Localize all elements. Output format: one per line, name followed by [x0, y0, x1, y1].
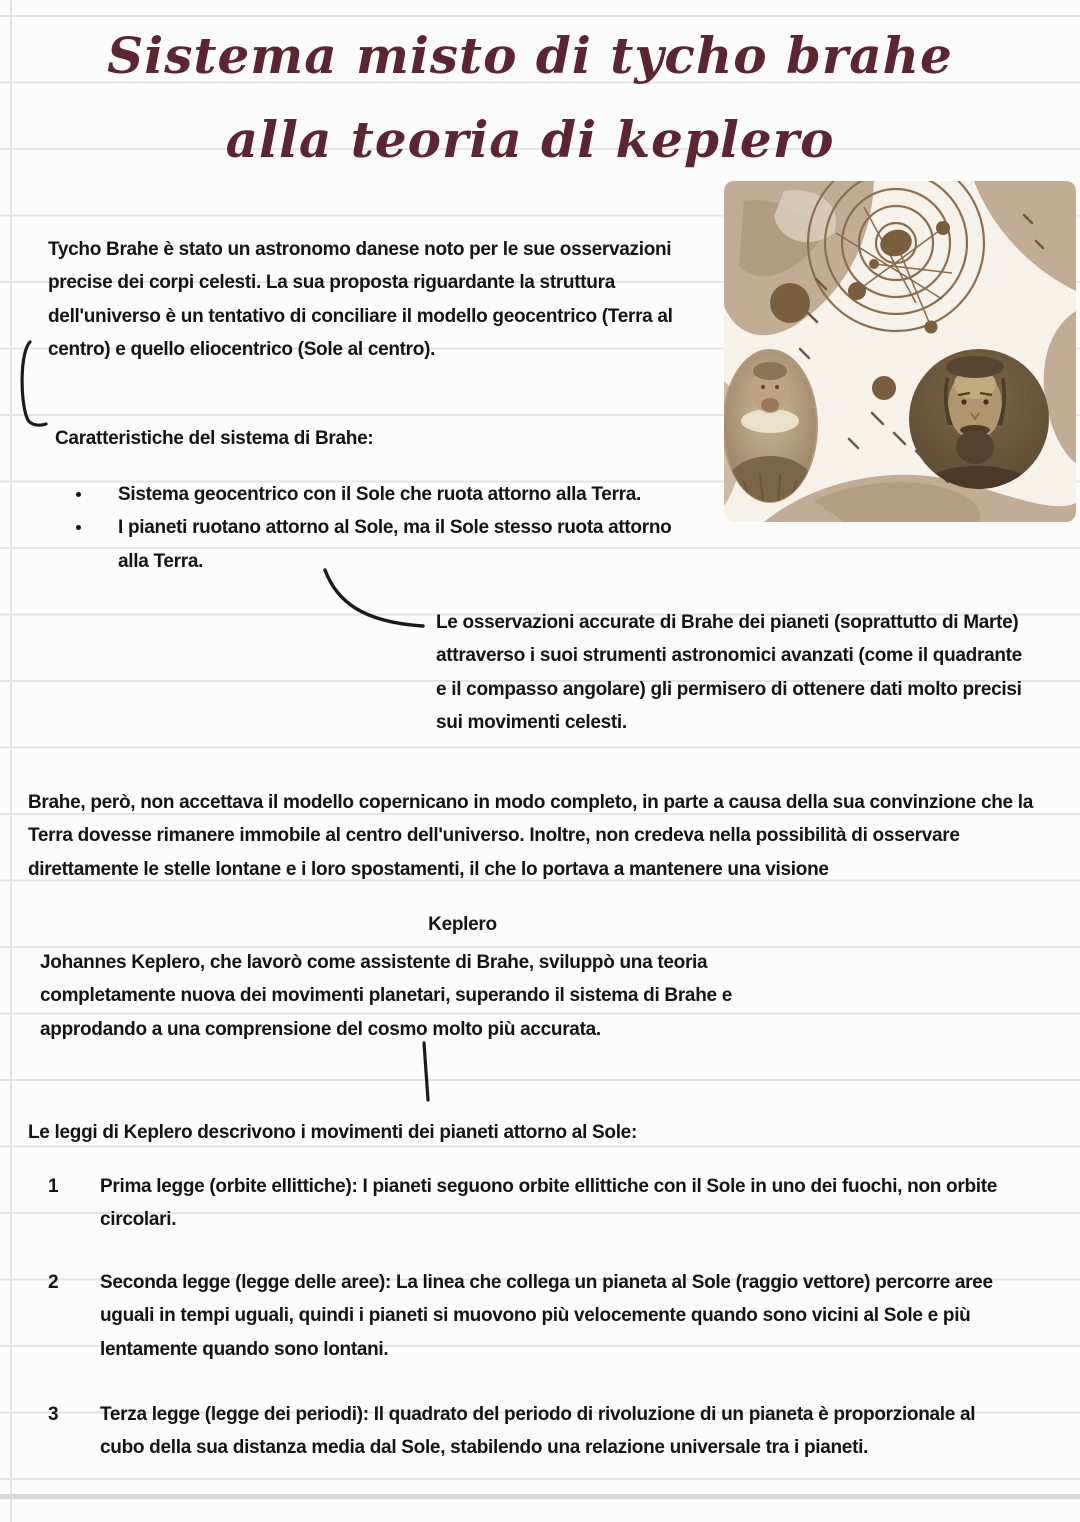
law-number: 1 [48, 1176, 59, 1197]
callout-paragraph: Le osservazioni accurate di Brahe dei pianeti (soprattutto di Marte) attraverso i suoi strumenti astronomici avanzati (come il quadrante e il compasso angolare) gli permisero di ottenere dati molto precisi sui movimenti celesti. [436, 612, 1022, 733]
brahe-paragraph: Brahe, però, non accettava il modello copernicano in modo completo, in parte a causa della sua convinzione che la Terra dovesse rimanere immobile al centro dell'universo. Inoltre, non credeva nella possibilità di osservare direttamente le stelle lontane e i loro spostamenti, il che lo portava a mantenere una visione [28, 792, 1034, 880]
bullet-text: I pianeti ruotano attorno al Sole, ma il Sole stesso ruota attorno alla Terra. [118, 517, 672, 572]
page-title-line-2: alla teoria di keplero [225, 110, 835, 169]
law-number: 2 [48, 1272, 59, 1293]
tycho-brahe-collage-image [724, 181, 1076, 522]
intro-paragraph: Tycho Brahe è stato un astronomo danese noto per le sue osservazioni precise dei corpi celesti. La sua proposta riguardante la struttura dell'universo è un tentativo di conciliare il modello geocentrico (Terra al centro) e quello eliocentrico (Sole al centro). [48, 239, 673, 360]
bullet-dot-icon [76, 492, 81, 497]
bullet-dot-icon [76, 525, 81, 530]
kepler-heading: Keplero [428, 914, 497, 935]
kepler-paragraph: Johannes Keplero, che lavorò come assistente di Brahe, sviluppò una teoria completamente nuova dei movimenti planetari, superando il sistema di Brahe e approdando a una comprensione del cosmo molto più accurata. [40, 952, 733, 1040]
margin-line [10, 0, 12, 1522]
law-number: 3 [48, 1404, 59, 1425]
law-text: Seconda legge (legge delle aree): La linea che collega un pianeta al Sole (raggio vettore) percorre aree uguali in tempi uguali, quindi i pianeti si muovono più velocemente quando sono vicini al Sole e più lentamente quando sono lontani. [100, 1272, 993, 1360]
law-text: Terza legge (legge dei periodi): Il quadrato del periodo di rivoluzione di un pianeta è proporzionale al cubo della sua distanza media dal Sole, stabilendo una relazione universale tra i pianeti. [100, 1404, 976, 1459]
characteristics-heading: Caratteristiche del sistema di Brahe: [55, 428, 374, 449]
page-title-line-1: Sistema misto di tycho brahe [107, 26, 953, 85]
law-text: Prima legge (orbite ellittiche): I pianeti seguono orbite ellittiche con il Sole in uno dei fuochi, non orbite circolari. [100, 1176, 998, 1231]
page-break-line [0, 1494, 1080, 1499]
collage-illustration [724, 181, 1076, 522]
bullet-text: Sistema geocentrico con il Sole che ruota attorno alla Terra. [118, 484, 641, 505]
bullet-item [72, 511, 692, 578]
laws-heading: Le leggi di Keplero descrivono i movimenti dei pianeti attorno al Sole: [28, 1122, 637, 1143]
bullet-item [72, 478, 692, 511]
hand-drawn-vertical-line [416, 1040, 436, 1104]
characteristics-bullet-list [72, 478, 692, 578]
